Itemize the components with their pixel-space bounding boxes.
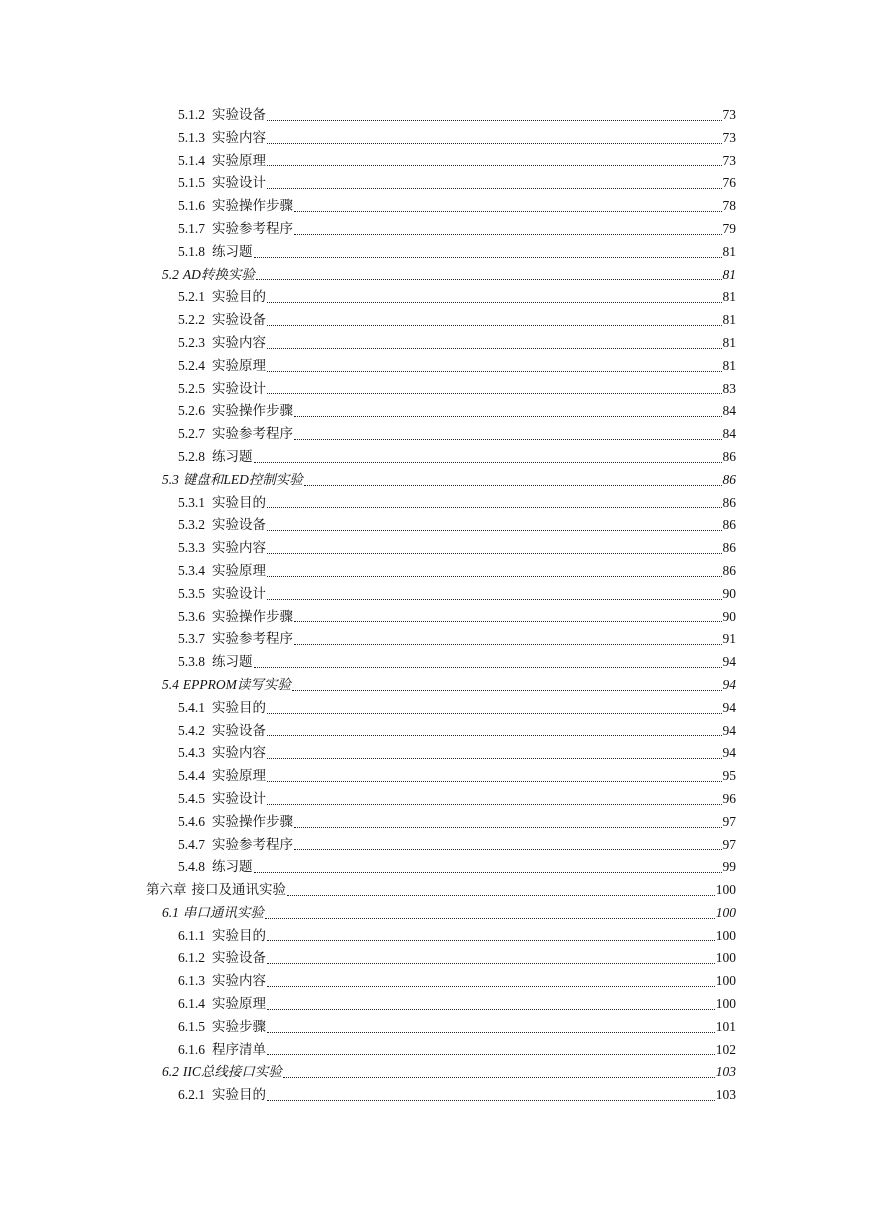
toc-entry-title: 实验设备 [212,517,266,533]
toc-leader-dots [267,143,722,144]
toc-entry-page-number: 90 [722,585,736,601]
toc-entry-title: 实验参考程序 [212,220,293,236]
toc-entry-page-number: 103 [715,1064,736,1080]
toc-entry-number: 6.1.3 [178,973,205,989]
toc-entry-page-number: 96 [722,790,736,806]
toc-entry-number: 5.4.2 [178,722,205,738]
toc-entry-page-number: 81 [722,312,736,328]
toc-entry-title: 实验目的 [212,494,266,510]
toc-entry-page-number: 86 [722,562,736,578]
toc-entry[interactable] [146,606,736,629]
toc-entry-title: AD转换实验 [182,266,255,282]
toc-entry-number: 5.3.1 [178,494,205,510]
toc-entry-title: 实验设备 [212,107,266,122]
toc-entry-page-number: 100 [715,973,736,989]
toc-entry-number: 5.3.3 [178,540,205,556]
toc-entry-page-number: 84 [722,426,736,442]
toc-entry[interactable] [146,469,736,492]
toc-entry-page-number: 94 [722,722,736,738]
toc-entry-number: 5.2.2 [178,312,205,328]
toc-leader-dots [267,165,722,166]
toc-entry-number: 5.1.6 [178,198,205,214]
toc-entry[interactable] [146,970,736,993]
toc-entry-page-number: 73 [722,152,736,168]
toc-entry-page-number: 81 [722,289,736,305]
toc-leader-dots [294,621,722,622]
toc-entry-page-number: 81 [722,334,736,350]
toc-leader-dots [267,120,722,121]
toc-entry-number: 6.1.5 [178,1018,205,1034]
toc-entry-number: 5.4.4 [178,768,205,784]
toc-entry-title: 实验参考程序 [212,631,293,647]
toc-leader-dots [267,302,722,303]
toc-entry[interactable] [146,332,736,355]
toc-leader-dots [294,416,722,417]
toc-entry-number: 5.2.5 [178,380,205,396]
toc-entry-title: IIC总线接口实验 [182,1064,282,1080]
toc-entry-title: 实验目的 [212,699,266,715]
toc-leader-dots [267,325,722,326]
toc-leader-dots [294,211,722,212]
toc-entry-title: 实验操作步骤 [212,608,293,624]
toc-entry-page-number: 73 [722,107,736,122]
toc-entry-number: 5.2.1 [178,289,205,305]
toc-entry[interactable] [146,355,736,378]
toc-entry-title: 实验设备 [212,950,266,966]
toc-leader-dots [287,895,715,896]
toc-leader-dots [292,690,722,691]
toc-entry[interactable] [146,172,736,195]
toc-entry-number: 6.1.4 [178,996,205,1012]
toc-entry-page-number: 76 [722,175,736,191]
toc-entry[interactable] [146,788,736,811]
toc-entry-number: 5.3.2 [178,517,205,533]
toc-entry-title: 实验设计 [212,175,266,191]
toc-entry-title: 实验内容 [212,973,266,989]
toc-entry-page-number: 90 [722,608,736,624]
toc-entry-page-number: 103 [715,1087,736,1103]
toc-entry[interactable] [146,902,736,925]
toc-leader-dots [267,940,715,941]
toc-entry-number: 5.2.4 [178,357,205,373]
toc-entry-title: EPPROM读写实验 [182,676,291,692]
toc-entry[interactable] [146,879,736,902]
toc-leader-dots [254,872,722,873]
toc-leader-dots [267,507,722,508]
toc-leader-dots [267,781,722,782]
toc-entry[interactable] [146,1084,736,1107]
toc-entry[interactable] [146,241,736,264]
toc-entry-page-number: 101 [715,1018,736,1034]
toc-entry-number: 5.3.7 [178,631,205,647]
toc-entry[interactable] [146,720,736,743]
toc-entry-title: 实验操作步骤 [212,403,293,419]
toc-entry-number: 5.4.6 [178,813,205,829]
toc-entry[interactable] [146,925,736,948]
toc-entry-number: 5.4.5 [178,790,205,806]
toc-leader-dots [304,485,722,486]
toc-entry-page-number: 81 [722,266,736,282]
toc-entry[interactable] [146,514,736,537]
toc-entry-number: 5.1.4 [178,152,205,168]
toc-entry-page-number: 86 [722,494,736,510]
toc-entry-title: 实验设备 [212,312,266,328]
toc-entry-page-number: 86 [722,448,736,464]
toc-entry[interactable] [146,674,736,697]
toc-leader-dots [267,599,722,600]
toc-leader-dots [267,1032,715,1033]
toc-entry-number: 5.2.7 [178,426,205,442]
toc-leader-dots [294,644,722,645]
toc-entry-title: 练习题 [212,859,253,875]
toc-entry-number: 5.3.8 [178,654,205,670]
toc-leader-dots [294,827,722,828]
toc-entry-title: 实验设计 [212,585,266,601]
toc-entry[interactable] [146,264,736,287]
toc-entry[interactable] [146,492,736,515]
toc-leader-dots [294,439,722,440]
toc-leader-dots [267,530,722,531]
toc-entry-number: 6.2.1 [178,1087,205,1103]
toc-entry[interactable] [146,765,736,788]
toc-leader-dots [294,849,722,850]
toc-entry-page-number: 100 [715,927,736,943]
toc-entry-number: 5.3.5 [178,585,205,601]
toc-entry[interactable] [146,947,736,970]
toc-entry-number: 5.2 [162,266,179,282]
toc-entry-page-number: 94 [722,676,736,692]
toc-entry-title: 实验目的 [212,289,266,305]
toc-entry-title: 实验参考程序 [212,426,293,442]
toc-entry-title: 实验内容 [212,745,266,761]
toc-entry-page-number: 100 [715,950,736,966]
toc-entry[interactable] [146,1061,736,1084]
toc-entry-number: 5.2.3 [178,334,205,350]
toc-entry[interactable] [146,537,736,560]
toc-entry-number: 5.4.1 [178,699,205,715]
toc-entry-title: 实验原理 [212,357,266,373]
toc-entry-title: 串口通讯实验 [182,904,264,920]
toc-entry-title: 实验参考程序 [212,836,293,852]
toc-entry-number: 5.2.6 [178,403,205,419]
toc-entry-number: 5.1.2 [178,107,205,122]
toc-entry-title: 实验设计 [212,380,266,396]
toc-entry-page-number: 94 [722,654,736,670]
toc-entry-page-number: 95 [722,768,736,784]
toc-entry[interactable] [146,651,736,674]
toc-entry-page-number: 97 [722,813,736,829]
toc-entry[interactable] [146,378,736,401]
toc-entry[interactable] [146,583,736,606]
toc-leader-dots [267,371,722,372]
toc-entry-title: 练习题 [212,654,253,670]
toc-entry[interactable] [146,628,736,651]
toc-entry[interactable] [146,811,736,834]
toc-leader-dots [267,986,715,987]
toc-entry[interactable] [146,446,736,469]
toc-entry-number: 5.1.5 [178,175,205,191]
toc-entry-number: 5.2.8 [178,448,205,464]
toc-entry-title: 实验原理 [212,152,266,168]
toc-entry-number: 5.4.3 [178,745,205,761]
toc-leader-dots [267,1009,715,1010]
toc-entry-page-number: 100 [715,882,736,898]
toc-entry-page-number: 81 [722,357,736,373]
toc-entry-title: 实验目的 [212,927,266,943]
toc-entry-number: 6.1 [162,904,179,920]
toc-entry-title: 实验内容 [212,129,266,145]
toc-entry[interactable] [146,697,736,720]
toc-leader-dots [254,257,722,258]
toc-entry-page-number: 100 [715,996,736,1012]
toc-leader-dots [256,279,722,280]
toc-entry-number: 5.4.8 [178,859,205,875]
toc-entry[interactable] [146,856,736,879]
toc-entry-page-number: 94 [722,745,736,761]
toc-entry[interactable] [146,309,736,332]
toc-entry-title: 实验目的 [212,1087,266,1103]
toc-entry-title: 实验设备 [212,722,266,738]
toc-entry-page-number: 99 [722,859,736,875]
toc-entry-page-number: 97 [722,836,736,852]
toc-entry-page-number: 73 [722,129,736,145]
toc-entry-page-number: 100 [715,904,736,920]
toc-entry-title: 实验操作步骤 [212,198,293,214]
toc-entry-number: 5.1.8 [178,243,205,259]
toc-entry[interactable] [146,218,736,241]
toc-entry-number: 5.1.7 [178,220,205,236]
toc-entry-title: 程序清单 [212,1041,266,1057]
toc-entry-number: 6.2 [162,1064,179,1080]
toc-entry-number: 5.3.4 [178,562,205,578]
toc-leader-dots [267,1054,715,1055]
toc-entry-title: 练习题 [212,448,253,464]
toc-entry[interactable] [146,286,736,309]
toc-entry-title: 实验内容 [212,334,266,350]
toc-entry-page-number: 91 [722,631,736,647]
toc-entry-page-number: 94 [722,699,736,715]
toc-leader-dots [267,804,722,805]
toc-entry[interactable] [146,993,736,1016]
toc-entry[interactable] [146,195,736,218]
toc-leader-dots [267,735,722,736]
toc-entry-number: 6.1.6 [178,1041,205,1057]
toc-entry-page-number: 78 [722,198,736,214]
toc-leader-dots [267,713,722,714]
toc-entry[interactable] [146,1039,736,1062]
toc-entry-page-number: 83 [722,380,736,396]
toc-entry-title: 实验原理 [212,562,266,578]
toc-entry-title: 键盘和LED控制实验 [182,471,303,487]
toc-leader-dots [267,188,722,189]
toc-entry-page-number: 102 [715,1041,736,1057]
toc-leader-dots [267,393,722,394]
toc-entry-title: 实验原理 [212,768,266,784]
toc-entry-title: 实验原理 [212,996,266,1012]
toc-entry-number: 6.1.1 [178,927,205,943]
toc-entry-title: 实验步骤 [212,1018,266,1034]
toc-entry-title: 实验内容 [212,540,266,556]
toc-entry-number: 5.1.3 [178,129,205,145]
toc-leader-dots [267,758,722,759]
toc-leader-dots [267,576,722,577]
toc-leader-dots [283,1077,715,1078]
toc-entry-number: 5.4 [162,676,179,692]
toc-entry-title: 实验操作步骤 [212,813,293,829]
toc-leader-dots [267,963,715,964]
toc-entry-page-number: 86 [722,540,736,556]
toc-leader-dots [265,918,715,919]
table-of-contents [146,104,736,1107]
toc-entry-page-number: 86 [722,517,736,533]
toc-entry-number: 第六章 [146,882,187,898]
toc-entry-page-number: 86 [722,471,736,487]
toc-entry[interactable] [146,834,736,857]
toc-entry-title: 实验设计 [212,790,266,806]
toc-entry-page-number: 81 [722,243,736,259]
toc-entry-page-number: 84 [722,403,736,419]
toc-entry[interactable] [146,423,736,446]
toc-leader-dots [294,234,722,235]
toc-entry-number: 5.3 [162,471,179,487]
toc-leader-dots [267,553,722,554]
toc-leader-dots [267,348,722,349]
toc-leader-dots [254,667,722,668]
toc-entry-number: 5.4.7 [178,836,205,852]
toc-entry[interactable] [146,104,736,127]
toc-leader-dots [267,1100,715,1101]
toc-leader-dots [254,462,722,463]
toc-entry-title: 接口及通讯实验 [191,882,286,898]
toc-entry-page-number: 79 [722,220,736,236]
toc-entry-number: 5.3.6 [178,608,205,624]
toc-entry[interactable] [146,1016,736,1039]
toc-entry[interactable] [146,150,736,173]
toc-entry[interactable] [146,742,736,765]
toc-entry-title: 练习题 [212,243,253,259]
toc-entry-number: 6.1.2 [178,950,205,966]
toc-entry[interactable] [146,400,736,423]
toc-entry[interactable] [146,560,736,583]
toc-entry[interactable] [146,127,736,150]
